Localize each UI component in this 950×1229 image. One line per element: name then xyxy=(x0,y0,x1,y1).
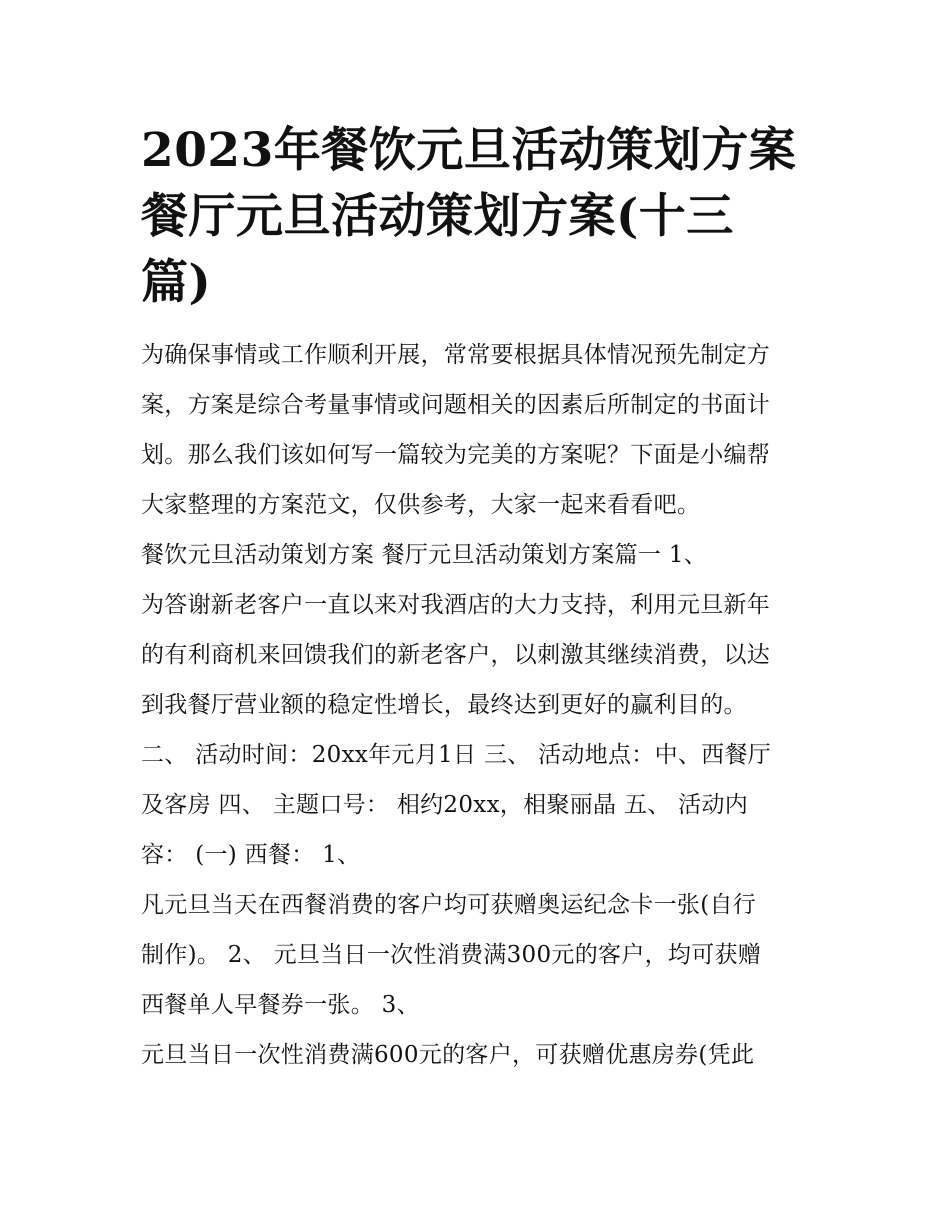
body-line: 二、 活动时间：20xx年元月1日 三、 活动地点：中、西餐厅 xyxy=(141,742,772,768)
body-line: 凡元旦当天在西餐消费的客户均可获赠奥运纪念卡一张(自行 xyxy=(141,892,757,918)
body-line: 的有利商机来回馈我们的新老客户，以刺激其继续消费，以达 xyxy=(141,642,771,668)
body-line: 餐饮元旦活动策划方案 餐厅元旦活动策划方案篇一 1、 xyxy=(141,542,708,568)
body-line: 到我餐厅营业额的稳定性增长，最终达到更好的赢利目的。 xyxy=(141,692,747,718)
body-line: 制作)。 2、 元旦当日一次性消费满300元的客户，均可获赠 xyxy=(141,942,762,968)
document-page xyxy=(141,118,821,1080)
body-line: 西餐单人早餐券一张。 3、 xyxy=(141,992,420,1018)
body-line: 划。那么我们该如何写一篇较为完美的方案呢？下面是小编帮 xyxy=(141,442,771,468)
body-line: 元旦当日一次性消费满600元的客户，可获赠优惠房券(凭此 xyxy=(141,1042,755,1068)
body-line: 为确保事情或工作顺利开展，常常要根据具体情况预先制定方 xyxy=(141,342,771,368)
title-line-2: 餐厅元旦活动策划方案(十三 xyxy=(141,189,734,244)
title-line-1: 2023年餐饮元旦活动策划方案 xyxy=(141,123,797,178)
body-line: 容： (一) 西餐： 1、 xyxy=(141,842,361,868)
body-line: 案，方案是综合考量事情或问题相关的因素后所制定的书面计 xyxy=(141,392,771,418)
document-body xyxy=(141,330,821,1080)
body-line: 为答谢新老客户一直以来对我酒店的大力支持，利用元旦新年 xyxy=(141,592,771,618)
document-title xyxy=(141,118,821,316)
body-line: 大家整理的方案范文，仅供参考，大家一起来看看吧。 xyxy=(141,492,701,518)
body-line: 及客房 四、 主题口号： 相约20xx，相聚丽晶 五、 活动内 xyxy=(141,792,749,818)
title-line-3: 篇) xyxy=(141,255,212,310)
